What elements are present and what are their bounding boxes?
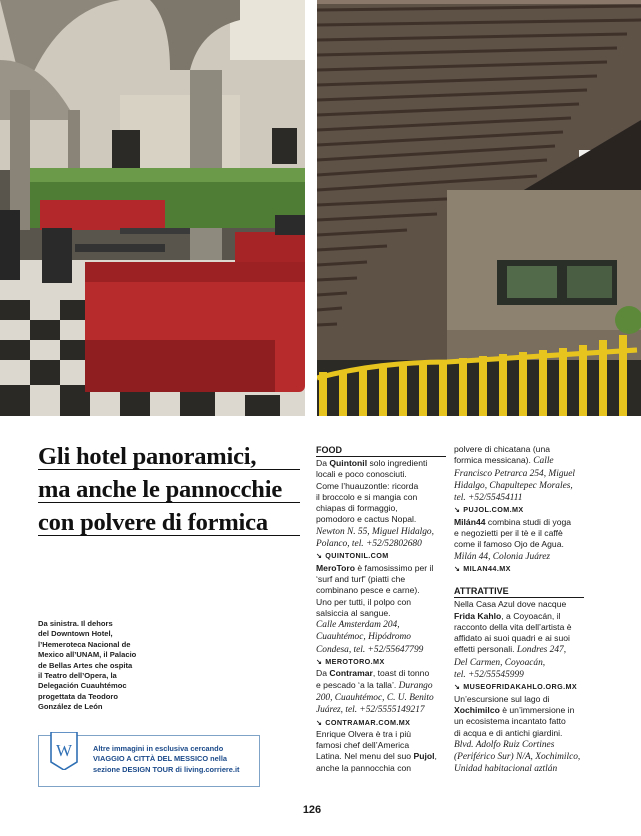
caption-line: Mexico all’UNAM, il Palacio [38, 650, 137, 660]
address-line [454, 763, 584, 775]
address-line [316, 704, 446, 716]
address-text: Blvd. Adolfo Ruiz Cortines [454, 739, 555, 750]
text-line: chiapas di formaggio, [316, 503, 398, 514]
text-line [316, 563, 446, 574]
venue-name: Pujol [413, 751, 435, 762]
address-line [316, 692, 446, 704]
text-line [454, 644, 584, 656]
text-run: , a Coyoacán, il [501, 610, 561, 621]
architecture-photo [317, 0, 641, 416]
section-heading-food: FOOD [316, 444, 446, 457]
address-text: Londres 247, [516, 645, 567, 656]
address-text: Hidalgo, Chapultepec Morales, [454, 480, 573, 491]
caption-line: progettata da Teodoro [38, 691, 119, 701]
address-line [454, 551, 584, 563]
address-text: Francisco Petrarca 254, Miguel [454, 468, 575, 479]
text-line: e negozietti per il tè e il caffè [454, 528, 563, 539]
address-text: Unidad habitacional aztlán [454, 764, 558, 775]
text-line: Enrique Olvera è tra i più [316, 728, 412, 739]
address-text: Calle [533, 456, 554, 467]
text-line [454, 517, 584, 528]
address-line [454, 669, 584, 681]
page-number: 126 [302, 804, 322, 816]
link-pujol[interactable]: ↘ PUJOL.COM.MX [454, 504, 584, 516]
text-line: locali e poco conosciuti. [316, 469, 407, 480]
link-merotoro[interactable]: ↘ MEROTORO.MX [316, 656, 446, 668]
promo-line: VIAGGIO A CITTÀ DEL MESSICO nella [93, 754, 228, 764]
caption-line: Delegación Cuauhtémoc [38, 681, 127, 691]
link-contramar[interactable]: ↘ CONTRAMAR.COM.MX [316, 717, 446, 729]
text-line: racconto della vita dell’artista è [454, 621, 572, 632]
link-museo-frida-kahlo[interactable]: ↘ MUSEOFRIDAKAHLO.ORG.MX [454, 681, 584, 693]
address-line [454, 739, 584, 751]
logo-letter: W [55, 741, 73, 760]
promo-line: sezione DESIGN TOUR di living.corriere.it [93, 764, 240, 774]
caption-line: Da sinistra. Il dehors [38, 619, 113, 628]
text-line: di acqua e di antichi giardini. [454, 727, 563, 738]
address-text: (Periférico Sur) N/A, Xochimilco, [454, 752, 581, 763]
text-line: famosi chef dell’America [316, 740, 410, 751]
address-line [454, 751, 584, 763]
venue-name: Quintonil [329, 458, 368, 468]
address-text: Condesa, tel. +52/55647799 [316, 644, 424, 655]
text-line: Come l’huauzontle: ricorda [316, 480, 419, 491]
text-line: Nella Casa Azul dove nacque [454, 599, 567, 610]
promo-box[interactable] [38, 735, 260, 787]
text-run: è un’immersione in [499, 704, 575, 715]
address-line [316, 526, 446, 538]
text-line: affidato ai suoi quadri e ai suoi [454, 633, 570, 644]
address-line [316, 538, 446, 550]
text-line: Un’escursione sul lago di [454, 693, 550, 704]
address-text: Juárez, tel. +52/5555149217 [316, 705, 425, 716]
text-line [316, 458, 446, 469]
headline-line-2: ma anche le pannocchie [38, 473, 282, 506]
caption-line: del Downtown Hotel, [38, 629, 113, 639]
text-line [454, 611, 584, 622]
text-run: , [434, 751, 437, 762]
promo-text [93, 744, 239, 775]
link-milan44[interactable]: ↘ MILAN44.MX [454, 563, 584, 575]
venue-name: Frida Kahlo [454, 610, 502, 621]
photo-caption [38, 619, 188, 713]
text-run: Da [316, 668, 330, 679]
address-text: Cuauhtémoc, Hipódromo [316, 632, 411, 643]
text-run: , toast di tonno [372, 668, 430, 679]
address-line [454, 657, 584, 669]
address-text: Durango [398, 680, 433, 691]
column-attractions [454, 444, 584, 776]
address-text: Calle Amsterdam 204, [316, 620, 400, 631]
text-line: il broccolo e si mangia con [316, 491, 418, 502]
address-text: Milán 44, Colonia Juárez [454, 551, 551, 562]
text-run: formica messicana). [454, 455, 531, 466]
text-line [454, 705, 584, 716]
text-line [316, 668, 446, 679]
text-line: Uno per tutti, il polpo con [316, 596, 412, 607]
caption-line: de Bellas Artes che ospita [38, 660, 133, 670]
address-line [316, 619, 446, 631]
text-line: polvere di chicatana (una [454, 444, 551, 454]
text-line [316, 680, 446, 692]
address-text: Polanco, tel. +52/52802680 [316, 539, 422, 550]
venue-name: Contramar [329, 668, 373, 679]
text-line: anche la pannocchia con [316, 762, 412, 773]
text-run: effetti personali. [454, 644, 515, 655]
address-line [454, 468, 584, 480]
text-run: e pescado ‘a la talla’. [316, 679, 397, 690]
caption-line: l’Hemeroteca Nacional de [38, 639, 131, 649]
text-line [316, 751, 446, 762]
venue-name: MeroToro [316, 562, 355, 573]
address-line [454, 480, 584, 492]
link-quintonil[interactable]: ↘ QUINTONIL.COM [316, 550, 446, 562]
address-text: tel. +52/55454111 [454, 493, 523, 504]
text-line: salsiccia al sangue. [316, 607, 391, 618]
address-text: Del Carmen, Coyoacán, [454, 657, 546, 668]
column-food [316, 444, 446, 774]
caption-line: González de León [38, 702, 103, 712]
text-line [454, 455, 584, 467]
promo-line: Altre immagini in esclusiva cercando [93, 744, 224, 753]
venue-name: Xochimilco [454, 704, 500, 715]
article-headline [38, 440, 300, 539]
text-line: un ecosistema incantato fatto [454, 716, 566, 727]
text-line: come il famoso Ojo de Agua. [454, 539, 564, 550]
text-line: pomodoro e cactus Nopal. [316, 514, 417, 525]
address-text: tel. +52/55545999 [454, 670, 524, 681]
text-run: Da [316, 458, 330, 468]
section-heading-attrattive: ATTRATTIVE [454, 585, 584, 598]
headline-line-3: con polvere di formica [38, 506, 268, 539]
address-line [316, 631, 446, 643]
address-line [316, 644, 446, 656]
text-line: ‘surf and turf’ (piatti che [316, 573, 406, 584]
text-line: combinano pesce e carne). [316, 585, 420, 596]
text-run: è famosissimo per il [355, 562, 434, 573]
hotel-courtyard-photo [0, 0, 305, 416]
caption-line: il Teatro dell’Opera, la [38, 671, 117, 681]
venue-name: Milán44 [454, 516, 486, 527]
headline-line-1: Gli hotel panoramici, [38, 440, 256, 473]
address-line [454, 492, 584, 504]
address-text: 200, Cuauhtémoc, C. U. Benito [316, 692, 434, 703]
text-run: combina studi di yoga [485, 516, 572, 527]
text-run: Latina. Nel menu del suo [316, 751, 414, 762]
address-text: Newton N. 55, Miguel Hidalgo, [316, 526, 434, 537]
text-run: solo ingredienti [367, 458, 428, 468]
living-logo-icon [49, 732, 79, 770]
